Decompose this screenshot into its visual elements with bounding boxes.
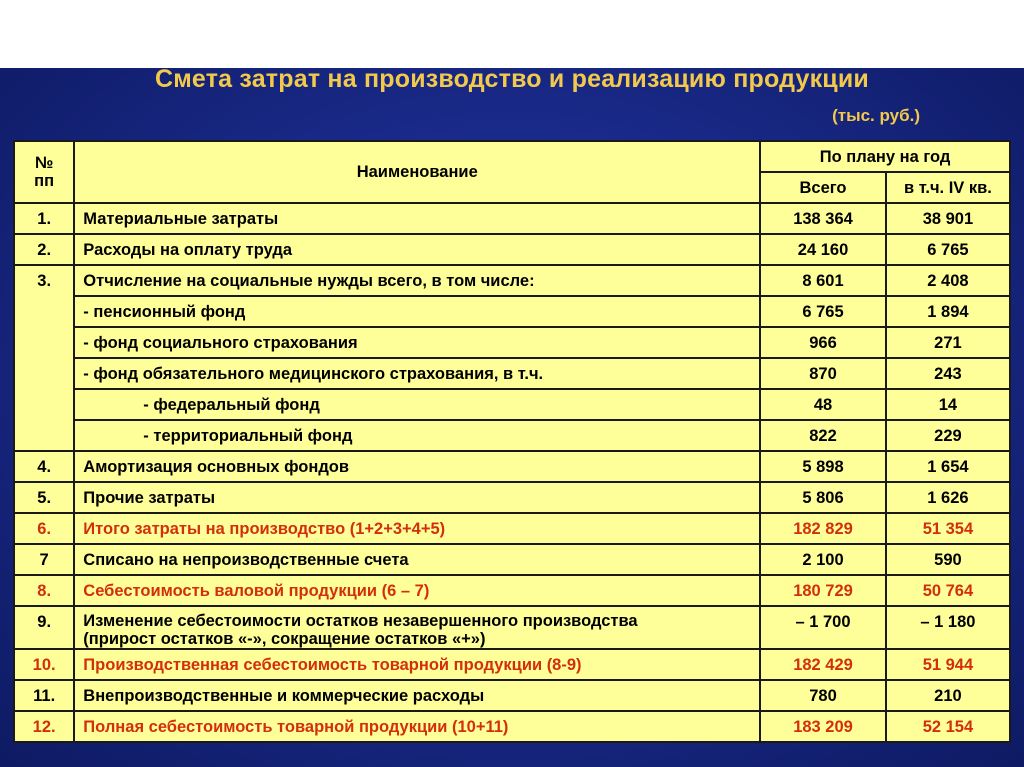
row-total: 180 729 — [760, 575, 886, 606]
row-name: Расходы на оплату труда — [74, 234, 760, 265]
row-q4: 52 154 — [886, 711, 1010, 742]
row-name — [74, 606, 760, 649]
row-q4: – 1 180 — [886, 606, 1010, 649]
row-total: 6 765 — [760, 296, 886, 327]
row-total: 182 429 — [760, 649, 886, 680]
row-total: 966 — [760, 327, 886, 358]
table-row-total — [14, 575, 1010, 606]
row-total: 780 — [760, 680, 886, 711]
table-row — [14, 451, 1010, 482]
table-row — [14, 482, 1010, 513]
row-q4: 14 — [886, 389, 1010, 420]
row-name: Прочие затраты — [74, 482, 760, 513]
table-row — [14, 234, 1010, 265]
row-total: 24 160 — [760, 234, 886, 265]
header-q4: в т.ч. IV кв. — [886, 172, 1010, 203]
row-q4: 243 — [886, 358, 1010, 389]
row-name: Амортизация основных фондов — [74, 451, 760, 482]
table-row — [14, 327, 1010, 358]
row-total: 183 209 — [760, 711, 886, 742]
table-row — [14, 606, 1010, 649]
row-no: 10. — [14, 649, 74, 680]
row-no: 5. — [14, 482, 74, 513]
row-total: – 1 700 — [760, 606, 886, 649]
table-row — [14, 358, 1010, 389]
row-name: - фонд социального страхования — [74, 327, 760, 358]
table-row — [14, 203, 1010, 234]
table-row — [14, 544, 1010, 575]
header-total: Всего — [760, 172, 886, 203]
header-plan: По плану на год — [760, 141, 1010, 172]
row-no: 12. — [14, 711, 74, 742]
row-total: 822 — [760, 420, 886, 451]
row-name: - фонд обязательного медицинского страхования, в т.ч. — [74, 358, 760, 389]
row-name: Полная себестоимость товарной продукции (10+11) — [74, 711, 760, 742]
row-name: Итого затраты на производство (1+2+3+4+5) — [74, 513, 760, 544]
table-row — [14, 389, 1010, 420]
row-total: 5 806 — [760, 482, 886, 513]
row-name: - пенсионный фонд — [74, 296, 760, 327]
row-name-line1: Изменение себестоимости остатков незавершенного производства — [83, 612, 638, 630]
row-no: 7 — [14, 544, 74, 575]
slide — [0, 65, 1024, 767]
row-no: 3. — [14, 265, 74, 451]
row-total: 870 — [760, 358, 886, 389]
row-no: 6. — [14, 513, 74, 544]
row-q4: 50 764 — [886, 575, 1010, 606]
row-total: 2 100 — [760, 544, 886, 575]
row-name: Внепроизводственные и коммерческие расходы — [74, 680, 760, 711]
row-no: 11. — [14, 680, 74, 711]
row-no: 1. — [14, 203, 74, 234]
row-q4: 229 — [886, 420, 1010, 451]
row-no: 9. — [14, 606, 74, 649]
row-total: 5 898 — [760, 451, 886, 482]
table-row — [14, 265, 1010, 296]
row-name: Материальные затраты — [74, 203, 760, 234]
row-total: 48 — [760, 389, 886, 420]
row-name: - федеральный фонд — [74, 389, 760, 420]
row-name: Списано на непроизводственные счета — [74, 544, 760, 575]
table-row-total — [14, 711, 1010, 742]
row-q4: 6 765 — [886, 234, 1010, 265]
row-q4: 51 944 — [886, 649, 1010, 680]
row-name: Себестоимость валовой продукции (6 – 7) — [74, 575, 760, 606]
row-q4: 1 626 — [886, 482, 1010, 513]
row-name: - территориальный фонд — [74, 420, 760, 451]
cost-estimate-table — [13, 140, 1011, 743]
row-total: 8 601 — [760, 265, 886, 296]
row-q4: 51 354 — [886, 513, 1010, 544]
table-row — [14, 296, 1010, 327]
row-no: 8. — [14, 575, 74, 606]
row-q4: 210 — [886, 680, 1010, 711]
unit-label: (тыс. руб.) — [832, 106, 920, 125]
row-name: Производственная себестоимость товарной продукции (8-9) — [74, 649, 760, 680]
header-name: Наименование — [74, 141, 760, 203]
table-row-total — [14, 649, 1010, 680]
row-q4: 1 654 — [886, 451, 1010, 482]
row-q4: 1 894 — [886, 296, 1010, 327]
table-row — [14, 680, 1010, 711]
row-total: 138 364 — [760, 203, 886, 234]
slide-title: Смета затрат на производство и реализацию продукции — [154, 65, 870, 93]
table-row — [14, 420, 1010, 451]
row-q4: 590 — [886, 544, 1010, 575]
row-name-line2: (прирост остатков «-», сокращение остатков «+») — [83, 630, 486, 648]
row-q4: 2 408 — [886, 265, 1010, 296]
row-q4: 38 901 — [886, 203, 1010, 234]
row-name: Отчисление на социальные нужды всего, в том числе: — [74, 265, 760, 296]
header-no: № пп — [14, 141, 74, 203]
row-q4: 271 — [886, 327, 1010, 358]
row-total: 182 829 — [760, 513, 886, 544]
row-no: 4. — [14, 451, 74, 482]
table-row-total — [14, 513, 1010, 544]
row-no: 2. — [14, 234, 74, 265]
